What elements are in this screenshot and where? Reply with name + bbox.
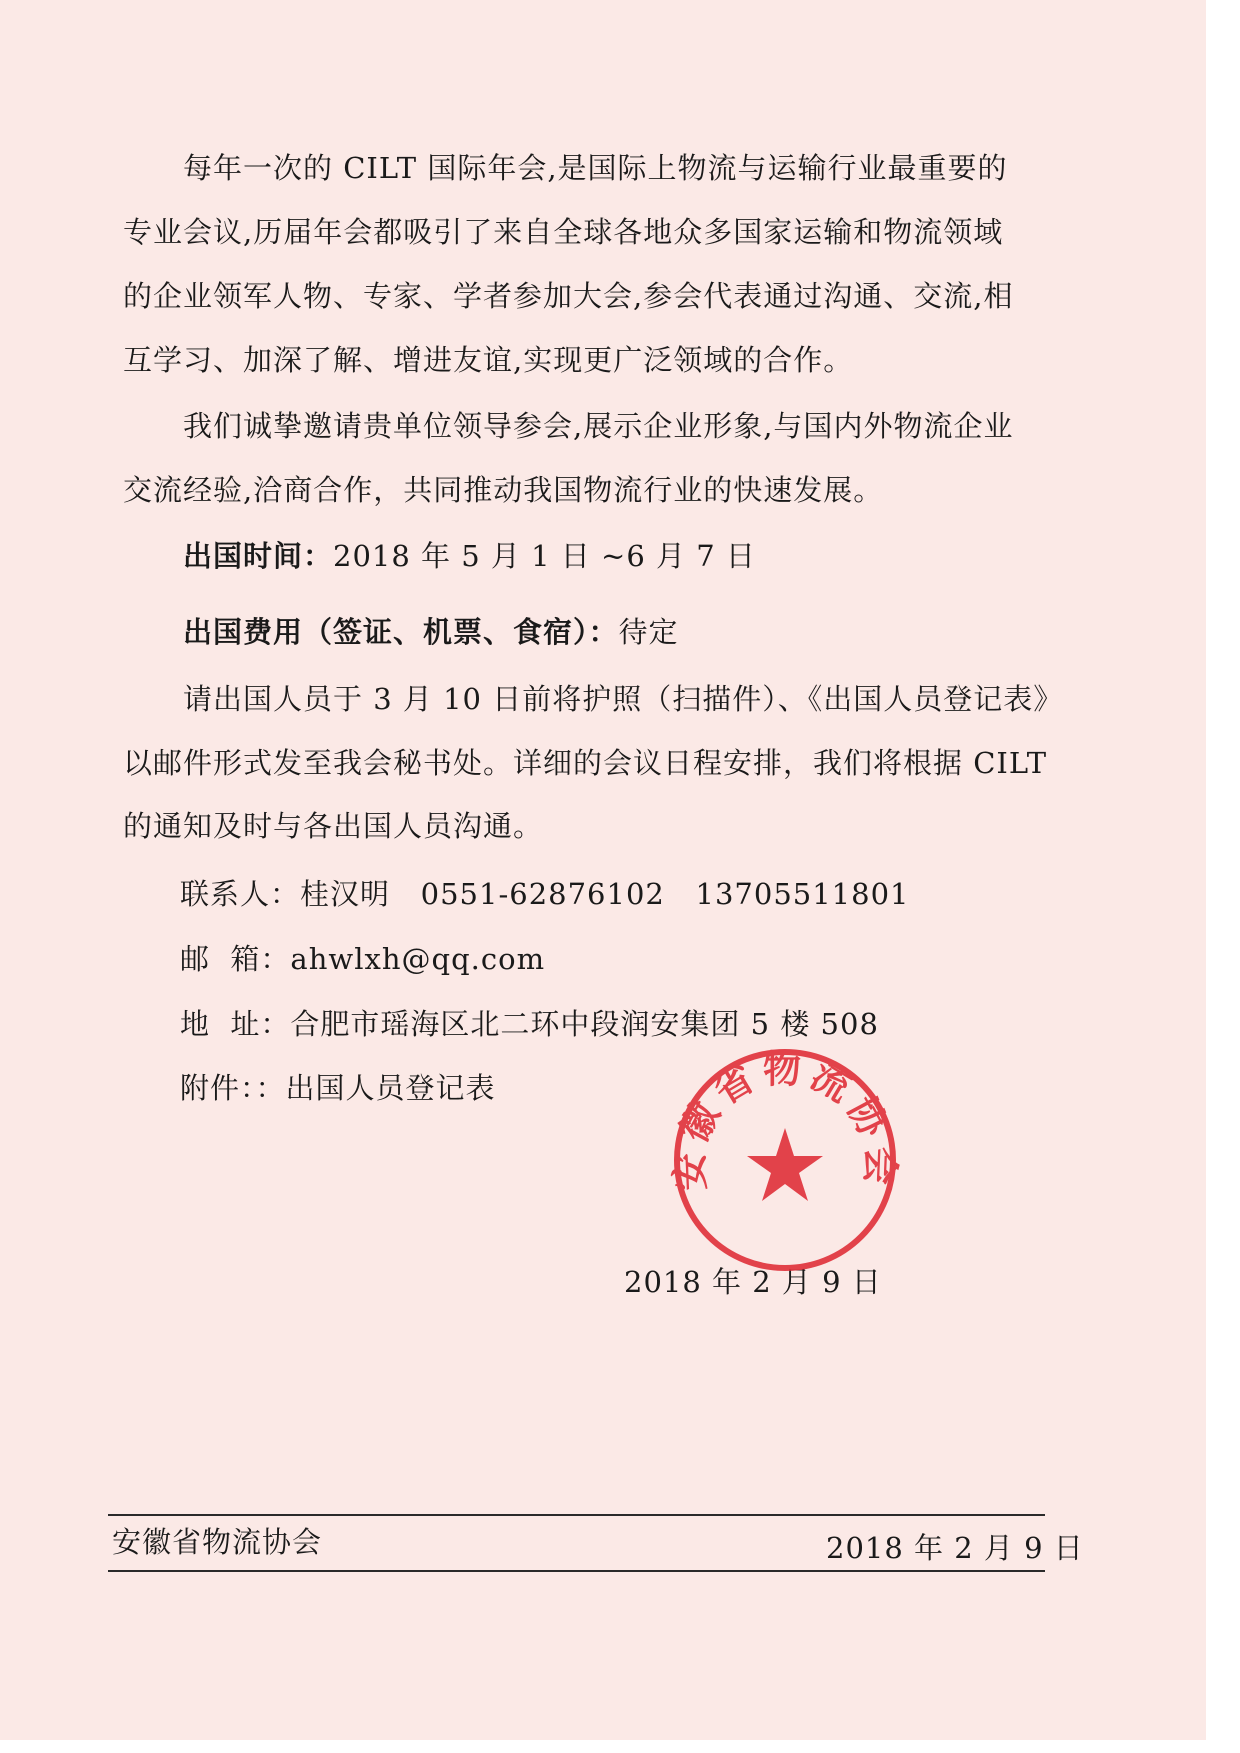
travel-time	[183, 538, 756, 574]
contact-address: 地 址：合肥市瑶海区北二环中段润安集团 5 楼 508	[180, 1007, 879, 1041]
p2-line-2: 交流经验,洽商合作，共同推动我国物流行业的快速发展。	[123, 473, 884, 507]
p1-line-1: 每年一次的 CILT 国际年会,是国际上物流与运输行业最重要的	[183, 151, 1008, 185]
p3-line-1: 请出国人员于 3 月 10 日前将护照（扫描件）、《出国人员登记表》	[183, 682, 1064, 716]
p3-line-3: 的通知及时与各出国人员沟通。	[123, 809, 544, 843]
travel-cost-value: 待定	[618, 615, 679, 649]
scan-edge	[1206, 0, 1240, 1753]
contact-person: 联系人：桂汉明 0551-62876102 13705511801	[180, 877, 910, 911]
p3-line-2: 以邮件形式发至我会秘书处。详细的会议日程安排，我们将根据 CILT	[123, 746, 1048, 780]
attachment: 附件：：出国人员登记表	[180, 1071, 496, 1105]
seal-text: 安徽省物流协会	[667, 1047, 903, 1192]
seal-graphic	[665, 1040, 905, 1280]
p1-line-3: 的企业领军人物、专家、学者参加大会,参会代表通过沟通、交流,相	[123, 279, 1014, 313]
p1-line-4: 互学习、加深了解、增进友谊,实现更广泛领域的合作。	[123, 343, 854, 377]
footer-organization: 安徽省物流协会	[112, 1525, 323, 1559]
signature-date: 2018 年 2 月 9 日	[624, 1265, 882, 1299]
travel-cost-label: 出国费用（签证、机票、食宿）：	[183, 615, 619, 649]
seal-star-icon	[747, 1128, 823, 1201]
p2-line-1: 我们诚挚邀请贵单位领导参会,展示企业形象,与国内外物流企业	[183, 409, 1014, 443]
travel-time-label: 出国时间：	[183, 539, 334, 573]
travel-time-value: 2018 年 5 月 1 日 ~6 月 7 日	[333, 539, 756, 573]
p1-line-2: 专业会议,历届年会都吸引了来自全球各地众多国家运输和物流领域	[123, 215, 1004, 249]
footer-date: 2018 年 2 月 9 日	[826, 1531, 1084, 1565]
official-seal	[665, 1040, 905, 1280]
contact-email: 邮 箱：ahwlxh@qq.com	[180, 942, 546, 976]
travel-cost	[183, 614, 679, 650]
footer-bottom-rule	[108, 1570, 1045, 1572]
footer-top-rule	[108, 1514, 1045, 1516]
